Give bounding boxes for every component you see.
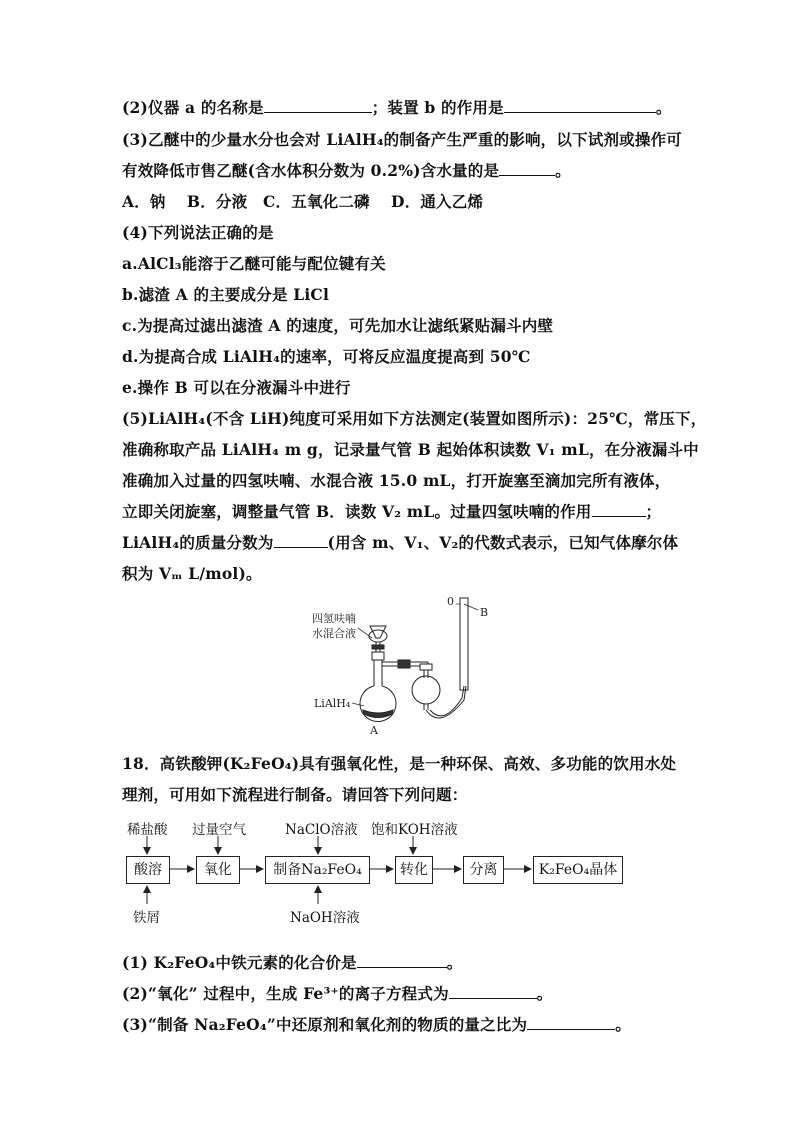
q17-part4: (4)下列说法正确的是 [122, 223, 274, 242]
q17-part5-line3: 准确加入过量的四氢呋喃、水混合液 15.0 mL，打开旋塞至滴加完所有液体， [122, 471, 671, 490]
reagent-label-1: 四氢呋喃 [312, 612, 356, 625]
q17-part5-line4: 立即关闭旋塞，调整量气管 B．读数 V₂ mL。过量四氢呋喃的作用 ； [122, 502, 662, 521]
reagent-label-2: 水混合液 [312, 627, 356, 640]
q17-part5-line5: LiAlH₄的质量分数为 (用含 m、V₁、V₂的代数式表示，已知气体摩尔体 [122, 533, 679, 552]
flow-box-conversion: 转化 [395, 856, 433, 884]
q17-option-d: d.为提高合成 LiAlH₄的速率，可将反应温度提高到 50℃ [122, 347, 531, 366]
flow-box-prepare-na2feo4: 制备Na₂FeO₄ [265, 856, 370, 884]
flow-top-label-1: 稀盐酸 [127, 822, 168, 838]
flask-label: A [370, 724, 378, 737]
flow-box-separation: 分离 [463, 856, 504, 884]
q17-option-e: e.操作 B 可以在分液漏斗中进行 [122, 378, 351, 397]
q17-option-a: a.AlCl₃能溶于乙醚可能与配位键有关 [122, 254, 386, 273]
flow-top-label-4: 饱和KOH溶液 [371, 822, 458, 838]
q18-part3: (3)“制备 Na₂FeO₄”中还原剂和氧化剂的物质的量之比为 。 [122, 1015, 631, 1034]
flow-bottom-label-1: 铁屑 [133, 910, 160, 926]
q17-option-c: c.为提高过滤出滤渣 A 的速度，可先加水让滤纸紧贴漏斗内壁 [122, 316, 554, 335]
solid-label: LiAlH₄ [314, 697, 351, 710]
q17-option-b: b.滤渣 A 的主要成分是 LiCl [122, 285, 330, 304]
q17-part5-line2: 准确称取产品 LiAlH₄ m g，记录量气管 B 起始体积读数 V₁ mL，在分液漏斗中 [122, 440, 699, 459]
q17-part2: (2)仪器 a 的名称是 ；装置 b 的作用是 。 [122, 98, 672, 117]
q17-part3-line1: (3)乙醚中的少量水分也会对 LiAlH₄的制备产生严重的影响，以下试剂或操作可 [122, 130, 682, 149]
q18-part2: (2)“氧化” 过程中，生成 Fe³⁺的离子方程式为 。 [122, 984, 553, 1003]
flow-top-label-3: NaClO溶液 [285, 822, 358, 838]
q17-part5-line6: 积为 Vₘ L/mol)。 [122, 564, 262, 583]
answer-blank[interactable] [527, 1015, 615, 1030]
flow-top-label-2: 过量空气 [192, 822, 246, 838]
q18-intro-line1: 18．高铁酸钾(K₂FeO₄)具有强氧化性，是一种环保、高效、多功能的饮用水处 [122, 754, 677, 773]
answer-blank[interactable] [357, 953, 447, 968]
zero-mark: 0 [447, 595, 454, 608]
q18-intro-line2: 理剂，可用如下流程进行制备。请回答下列问题： [122, 785, 468, 804]
tube-label: B [480, 606, 489, 619]
flow-box-k2feo4-crystal: K₂FeO₄晶体 [533, 856, 623, 884]
q17-part5-line1: (5)LiAlH₄(不含 LiH)纯度可采用如下方法测定(装置如图所示)：25℃，常压下， [122, 409, 707, 428]
q17-part3-line2: 有效降低市售乙醚(含水体积分数为 0.2%)含水量的是 。 [122, 161, 571, 180]
answer-blank[interactable] [449, 984, 537, 999]
q18-part1: (1) K₂FeO₄中铁元素的化合价是 。 [122, 953, 463, 972]
flow-box-oxidation: 氧化 [196, 856, 240, 884]
q17-options: A．钠 B．分液 C．五氧化二磷 D．通入乙烯 [122, 192, 484, 211]
flow-bottom-label-2: NaOH溶液 [290, 910, 360, 926]
flow-box-acid-dissolve: 酸溶 [126, 856, 170, 884]
